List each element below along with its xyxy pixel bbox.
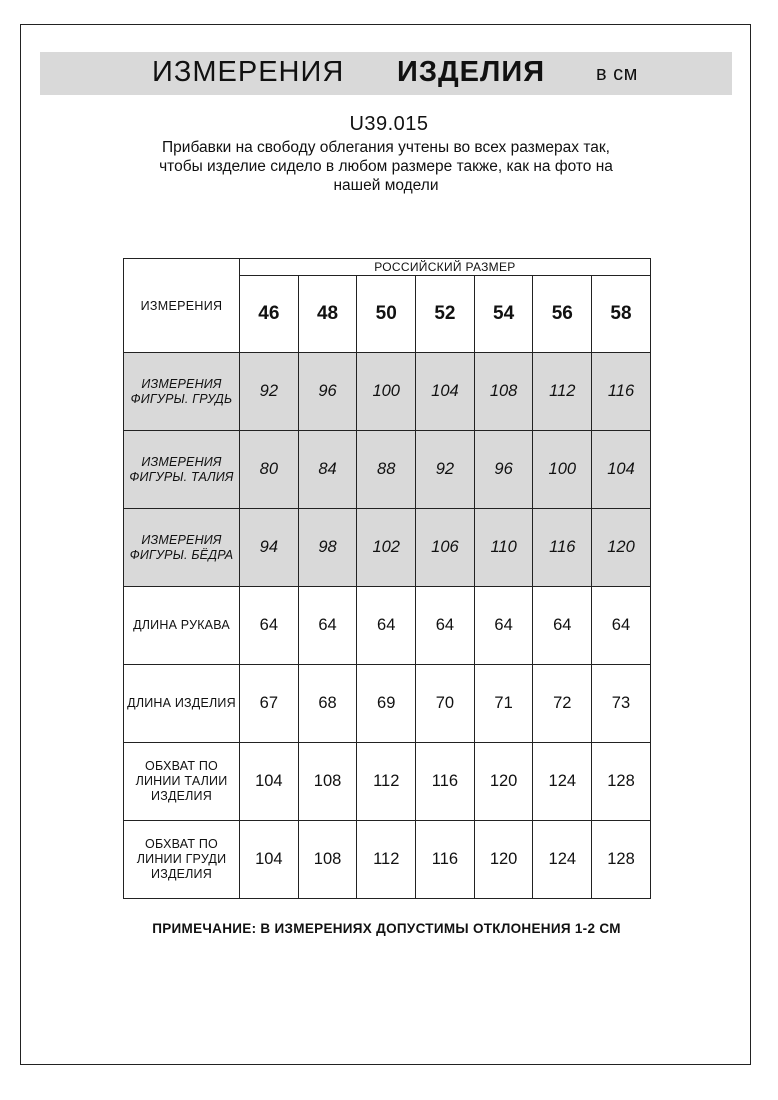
value-cell: 100 [533,431,592,509]
size-table [123,258,651,899]
value-cell: 64 [240,587,299,665]
fit-description [110,138,662,195]
value-cell: 94 [240,509,299,587]
value-cell: 70 [416,665,475,743]
value-cell: 64 [357,587,416,665]
row-label [124,821,240,899]
row-label-line: ДЛИНА РУКАВА [133,618,230,632]
value-cell: 110 [474,509,533,587]
description-line: нашей модели [333,177,439,194]
row-label-line: ЛИНИИ ГРУДИ [136,852,227,866]
description-line: Прибавки на свободу облегания учтены во всех размерах так, [162,139,610,156]
table-row [124,743,651,821]
size-header-cell: 54 [474,276,533,353]
value-cell: 120 [474,821,533,899]
title-measurements: ИЗМЕРЕНИЯ [152,56,345,88]
size-header-cell: 50 [357,276,416,353]
value-cell: 64 [592,587,651,665]
value-cell: 112 [357,821,416,899]
row-label [124,509,240,587]
size-header-cell: 46 [240,276,299,353]
value-cell: 116 [416,821,475,899]
size-header-cell: 52 [416,276,475,353]
value-cell: 64 [416,587,475,665]
value-cell: 108 [474,353,533,431]
value-cell: 71 [474,665,533,743]
value-cell: 68 [298,665,357,743]
value-cell: 80 [240,431,299,509]
row-label [124,665,240,743]
row-label-line: ОБХВАТ ПО [145,759,218,773]
value-cell: 104 [592,431,651,509]
row-label-line: ФИГУРЫ. БЁДРА [129,547,234,562]
value-cell: 104 [240,821,299,899]
size-header-cell: 56 [533,276,592,353]
row-label-line: ИЗМЕРЕНИЯ [141,454,222,469]
corner-label: ИЗМЕРЕНИЯ [124,259,240,353]
row-label [124,587,240,665]
value-cell: 116 [592,353,651,431]
title-unit: в см [596,63,638,85]
row-label-line: ИЗМЕРЕНИЯ [141,532,222,547]
table-row [124,353,651,431]
row-label [124,431,240,509]
size-header-cell: 48 [298,276,357,353]
row-label-line: ЛИНИИ ТАЛИИ [135,774,228,788]
value-cell: 98 [298,509,357,587]
size-header-cell: 58 [592,276,651,353]
table-row [124,431,651,509]
value-cell: 92 [416,431,475,509]
value-cell: 84 [298,431,357,509]
tolerance-note: ПРИМЕЧАНИЕ: В ИЗМЕРЕНИЯХ ДОПУСТИМЫ ОТКЛОНЕНИЯ 1-2 СМ [152,921,621,936]
value-cell: 124 [533,743,592,821]
title-garment: ИЗДЕЛИЯ [397,56,546,88]
row-label-line: ИЗДЕЛИЯ [151,867,212,881]
value-cell: 124 [533,821,592,899]
row-label-line: ФИГУРЫ. ТАЛИЯ [129,469,234,484]
value-cell: 73 [592,665,651,743]
value-cell: 102 [357,509,416,587]
product-code: U39.015 [349,113,429,135]
row-label [124,743,240,821]
value-cell: 116 [533,509,592,587]
value-cell: 108 [298,821,357,899]
value-cell: 128 [592,743,651,821]
value-cell: 64 [533,587,592,665]
row-label-line: ИЗДЕЛИЯ [151,789,212,803]
table-row [124,821,651,899]
title-banner [40,52,732,95]
value-cell: 72 [533,665,592,743]
value-cell: 64 [298,587,357,665]
value-cell: 104 [240,743,299,821]
russian-size-header: РОССИЙСКИЙ РАЗМЕР [240,259,651,276]
table-row [124,509,651,587]
value-cell: 120 [592,509,651,587]
value-cell: 69 [357,665,416,743]
row-label [124,353,240,431]
value-cell: 128 [592,821,651,899]
value-cell: 106 [416,509,475,587]
row-label-line: ФИГУРЫ. ГРУДЬ [130,391,233,406]
value-cell: 112 [533,353,592,431]
value-cell: 88 [357,431,416,509]
value-cell: 67 [240,665,299,743]
value-cell: 120 [474,743,533,821]
table-row [124,665,651,743]
value-cell: 100 [357,353,416,431]
value-cell: 104 [416,353,475,431]
row-label-line: ДЛИНА ИЗДЕЛИЯ [127,696,236,710]
value-cell: 64 [474,587,533,665]
table-row [124,587,651,665]
value-cell: 108 [298,743,357,821]
row-label-line: ИЗМЕРЕНИЯ [141,376,222,391]
value-cell: 116 [416,743,475,821]
value-cell: 96 [474,431,533,509]
value-cell: 96 [298,353,357,431]
value-cell: 112 [357,743,416,821]
value-cell: 92 [240,353,299,431]
description-line: чтобы изделие сидело в любом размере также, как на фото на [159,158,613,175]
row-label-line: ОБХВАТ ПО [145,837,218,851]
